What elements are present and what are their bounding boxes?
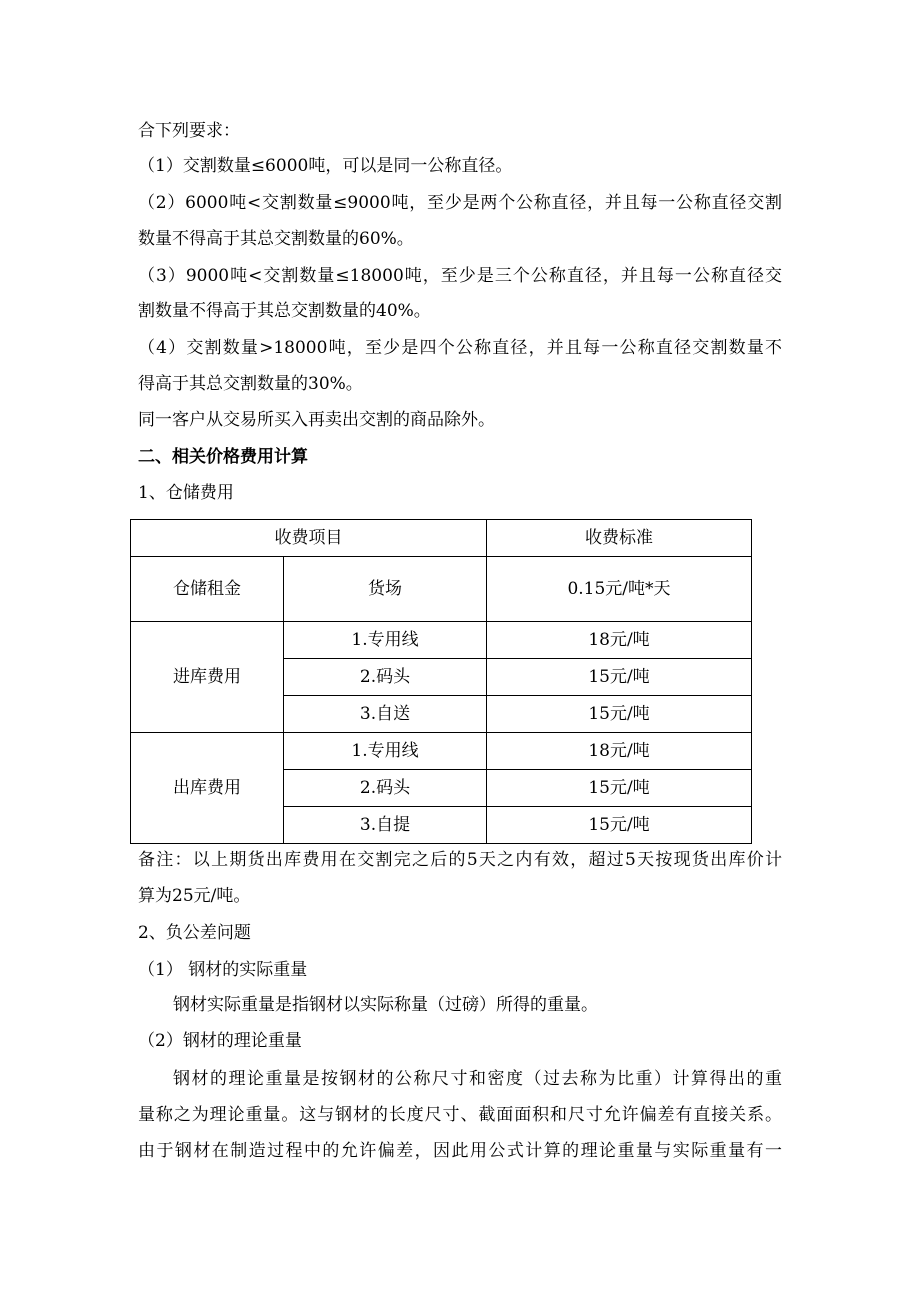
requirement-4-line2: 得高于其总交割数量的30%。 [138,374,363,394]
outbound-category: 出库费用 [131,733,284,844]
inbound-category: 进库费用 [131,622,284,733]
requirement-1: （1）交割数量≤6000吨，可以是同一公称直径。 [138,156,513,176]
inbound-item: 1.专用线 [284,622,487,659]
requirement-3-line2: 割数量不得高于其总交割数量的40%。 [138,301,431,321]
note-line2: 算为25元/吨。 [138,886,251,906]
outbound-item: 1.专用线 [284,733,487,770]
storage-fee-table [130,519,752,844]
outbound-rate: 15元/吨 [487,770,752,807]
exception-text: 同一客户从交易所买入再卖出交割的商品除外。 [138,410,495,430]
section-heading: 二、相关价格费用计算 [138,447,308,467]
inbound-rate: 18元/吨 [487,622,752,659]
inbound-rate: 15元/吨 [487,659,752,696]
note-line1: 备注：以上期货出库费用在交割完之后的5天之内有效，超过5天按现货出库价计 [138,850,782,870]
requirement-4-line1: （4）交割数量>18000吨，至少是四个公称直径，并且每一公称直径交割数量不 [138,338,782,358]
negative-tolerance-heading: 2、负公差问题 [138,923,251,943]
rent-item: 货场 [284,557,487,622]
theory-para-line2: 量称之为理论重量。这与钢材的长度尺寸、截面面积和尺寸允许偏差有直接关系。 [138,1105,782,1125]
inbound-rate: 15元/吨 [487,696,752,733]
actual-weight-heading: （1） 钢材的实际重量 [138,960,308,980]
outbound-item: 3.自提 [284,807,487,844]
actual-weight-text: 钢材实际重量是指钢材以实际称量（过磅）所得的重量。 [173,995,598,1015]
theory-para-line3: 由于钢材在制造过程中的允许偏差，因此用公式计算的理论重量与实际重量有一 [138,1141,782,1161]
theory-weight-heading: （2）钢材的理论重量 [138,1031,302,1051]
header-fee-item: 收费项目 [131,520,487,557]
table-row [131,733,752,770]
inbound-item: 3.自送 [284,696,487,733]
intro-text: 合下列要求： [138,121,240,141]
outbound-item: 2.码头 [284,770,487,807]
table-header-row [131,520,752,557]
outbound-rate: 15元/吨 [487,807,752,844]
outbound-rate: 18元/吨 [487,733,752,770]
table-row [131,557,752,622]
rent-rate: 0.15元/吨*天 [487,557,752,622]
requirement-2-line1: （2）6000吨<交割数量≤9000吨，至少是两个公称直径，并且每一公称直径交割 [138,193,782,213]
rent-category: 仓储租金 [131,557,284,622]
requirement-2-line2: 数量不得高于其总交割数量的60%。 [138,229,414,249]
inbound-item: 2.码头 [284,659,487,696]
theory-para-line1: 钢材的理论重量是按钢材的公称尺寸和密度（过去称为比重）计算得出的重 [173,1069,782,1089]
header-fee-standard: 收费标准 [487,520,752,557]
storage-fee-heading: 1、仓储费用 [138,483,234,503]
requirement-3-line1: （3）9000吨<交割数量≤18000吨，至少是三个公称直径，并且每一公称直径交 [138,266,782,286]
table-row [131,622,752,659]
